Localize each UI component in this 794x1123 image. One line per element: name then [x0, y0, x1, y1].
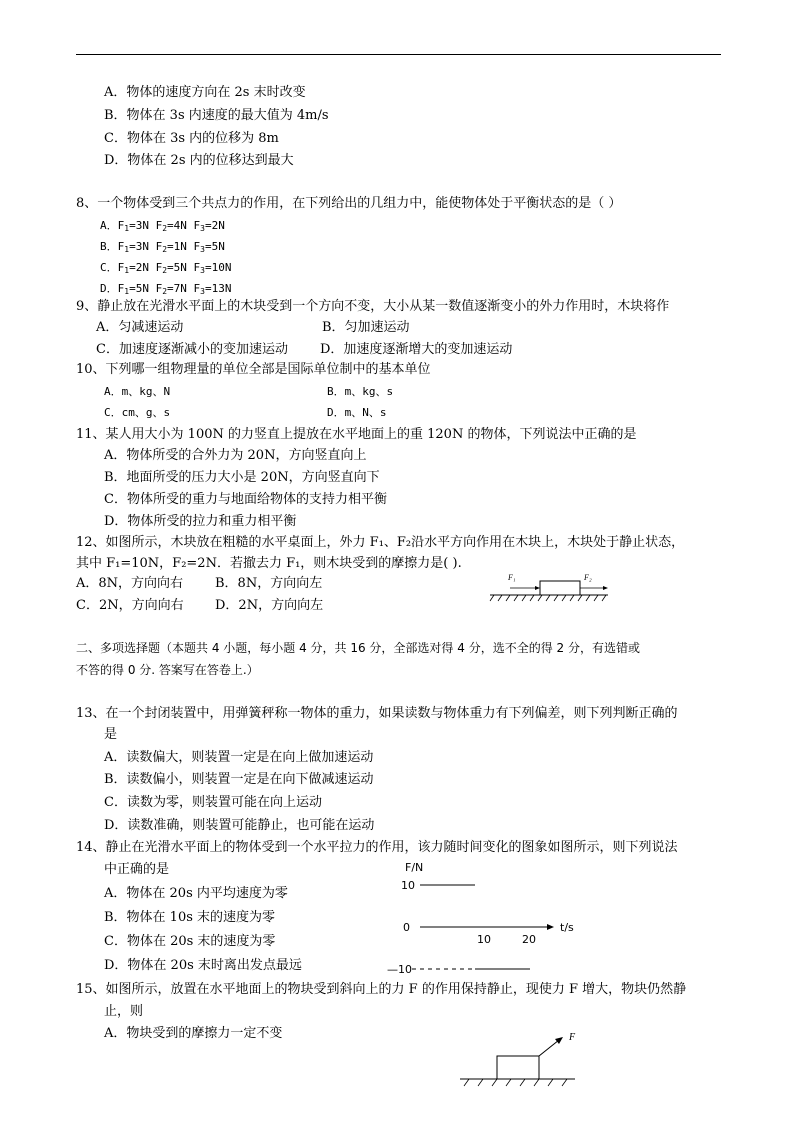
q10-option-b: B．m、kg、s — [327, 385, 394, 398]
q12-option-d: D．2N，方向向左 — [215, 598, 324, 613]
section2-heading-line1: 二、多项选择题（本题共 4 小题，每小题 4 分，共 16 分，全部选对得 4 分，选不全的得 2 分，有选错或 — [76, 641, 640, 655]
q14-option-c: C．物体在 20s 末的速度为零 — [104, 934, 276, 949]
q14-stem-line2: 中正确的是 — [104, 862, 170, 877]
q7-option-a: A．物体的速度方向在 2s 末时改变 — [104, 85, 306, 100]
header-rule — [76, 54, 721, 55]
q13-stem-line2: 是 — [104, 727, 118, 742]
q15-stem-line1: 15、如图所示，放置在水平地面上的物块受到斜向上的力 F 的作用保持静止，现使力 F 增大，物块仍然静 — [76, 982, 687, 997]
q15-block-force-figure — [455, 1030, 585, 1090]
y-tick-neg10: —10 — [387, 963, 412, 976]
t-axis-arrow — [547, 924, 554, 930]
q11-option-c: C．物体所受的重力与地面给物体的支持力相平衡 — [104, 492, 387, 507]
q14-option-d: D．物体在 20s 末时离出发点最远 — [104, 958, 302, 973]
q12-stem-line2: 其中 F₁=10N，F₂=2N．若撤去力 F₁，则木块受到的摩擦力是( ). — [76, 556, 462, 571]
q10-option-a: A．m、kg、N — [104, 385, 171, 398]
q12-option-b: B．8N，方向向左 — [215, 576, 323, 591]
q8-option-c: C．$F_1=2N$ $F_2=5N$ $F_3=10N$ — [100, 261, 232, 275]
q14-option-a: A．物体在 20s 内平均速度为零 — [104, 886, 288, 901]
q10-option-c: C．cm、g、s — [104, 406, 171, 419]
q9-option-d: D．加速度逐渐增大的变加速运动 — [320, 342, 513, 357]
q8-option-a: A．$F_1=3N$ $F_2=4N$ $F_3=2N$ — [100, 219, 225, 233]
q7-option-b: B．物体在 3s 内速度的最大值为 4m/s — [104, 108, 329, 123]
q14-stem-line1: 14、静止在光滑水平面上的物体受到一个水平拉力的作用，该力随时间变化的图象如图所示，则下列说法 — [76, 840, 678, 855]
q14-option-b: B．物体在 10s 末的速度为零 — [104, 910, 276, 925]
q10-option-d: D．m、N、s — [327, 406, 387, 419]
q8-stem: 8、一个物体受到三个共点力的作用，在下列给出的几组力中，能使物体处于平衡状态的是（ ） — [76, 196, 622, 211]
q15-option-a: A．物块受到的摩擦力一定不变 — [104, 1026, 283, 1041]
q11-stem: 11、某人用大小为 100N 的力竖直上提放在水平地面上的重 120N 的物体，下列说法中正确的是 — [76, 427, 637, 442]
q9-option-c: C．加速度逐渐减小的变加速运动 — [96, 342, 288, 357]
q13-option-c: C．读数为零，则装置可能在向上运动 — [104, 795, 322, 810]
q11-option-a: A．物体所受的合外力为 20N，方向竖直向上 — [104, 448, 367, 463]
q9-option-a: A．匀减速运动 — [96, 320, 184, 335]
q9-stem: 9、静止放在光滑水平面上的木块受到一个方向不变，大小从某一数值逐渐变小的外力作用时，木块将作 — [76, 299, 670, 314]
y-tick-10: 10 — [401, 879, 415, 892]
q13-option-a: A．读数偏大，则装置一定是在向上做加速运动 — [104, 750, 374, 765]
q12-option-a: A．8N，方向向右 — [76, 576, 184, 591]
section2-heading-line2: 不答的得 0 分. 答案写在答卷上.） — [76, 663, 259, 677]
x-tick-10: 10 — [477, 933, 491, 946]
x-tick-20: 20 — [522, 933, 536, 946]
q11-option-b: B．地面所受的压力大小是 20N，方向竖直向下 — [104, 470, 380, 485]
y-axis-title: F/N — [405, 861, 424, 874]
q13-option-b: B．读数偏小，则装置一定是在向下做减速运动 — [104, 772, 374, 787]
q7-option-c: C．物体在 3s 内的位移为 8m — [104, 131, 279, 146]
q12-block-figure — [488, 568, 618, 604]
q15-force-label: F — [569, 1032, 576, 1043]
q9-option-b: B．匀加速运动 — [322, 320, 410, 335]
q12-f2-label: F₂ — [584, 573, 592, 582]
q13-option-d: D．读数准确，则装置可能静止，也可能在运动 — [104, 818, 375, 833]
q11-option-d: D．物体所受的拉力和重力相平衡 — [104, 514, 297, 529]
q12-option-c: C．2N，方向向右 — [76, 598, 184, 613]
q8-option-d: D．$F_1=5N$ $F_2=7N$ $F_3=13N$ — [100, 282, 232, 296]
q10-stem: 10、下列哪一组物理量的单位全部是国际单位制中的基本单位 — [76, 362, 431, 377]
q13-stem-line1: 13、在一个封闭装置中，用弹簧秤称一物体的重力，如果读数与物体重力有下列偏差，则下列判断正确的 — [76, 706, 678, 721]
q14-force-time-chart — [385, 855, 595, 980]
q15-stem-line2: 止，则 — [104, 1004, 144, 1019]
x-axis-title: t/s — [560, 921, 574, 934]
q8-option-b: B．$F_1=3N$ $F_2=1N$ $F_3=5N$ — [100, 240, 225, 254]
q12-f1-label: F₁ — [508, 573, 516, 582]
q7-option-d: D．物体在 2s 内的位移达到最大 — [104, 153, 294, 168]
q12-stem-line1: 12、如图所示，木块放在粗糙的水平桌面上，外力 F₁、F₂沿水平方向作用在木块上，木块处于静止状态， — [76, 535, 685, 550]
x-tick-0: 0 — [403, 921, 410, 934]
